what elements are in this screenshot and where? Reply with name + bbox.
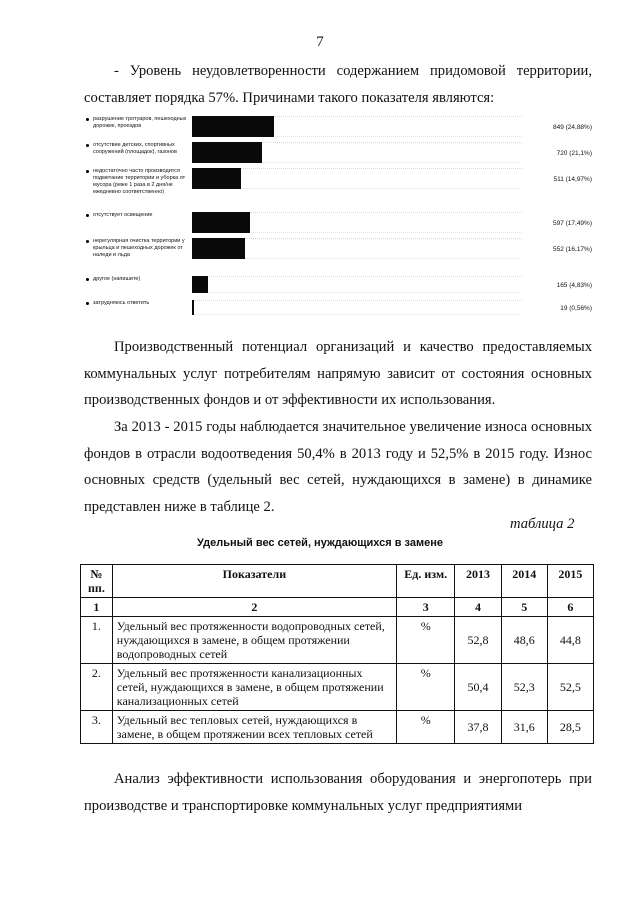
row-value-2015: 28,5 [547,711,593,744]
row-indicator: Удельный вес протяженности водопроводных сетей, нуждающихся в замене, в общем протяжении водопроводных сетей [112,617,396,664]
row-number: 2. [81,664,113,711]
bar-value-label: 552 (16,17%) [552,246,592,253]
reasons-bar-chart [86,114,598,326]
column-number: 4 [455,598,501,617]
category-label: разрушение тротуаров, пешеходных дорожек, проездов [93,116,187,129]
header-indicator: Показатели [112,565,396,598]
row-indicator: Удельный вес тепловых сетей, нуждающихся в замене, в общем протяжении всех тепловых сетей [112,711,396,744]
row-value-2015: 52,5 [547,664,593,711]
networks-replacement-table [80,564,594,744]
chart-bar [192,168,241,189]
chart-bar [192,300,194,315]
bullet-icon [86,144,89,147]
table-column-numbers-row [81,598,594,617]
row-number: 1. [81,617,113,664]
table-row [81,617,594,664]
bullet-icon [86,240,89,243]
chart-bar [192,276,208,293]
paragraph-equipment-analysis: Анализ эффективности использования оборудования и энергопотерь при производстве и транспортировке коммунальных услуг предприятиями [84,771,592,814]
bar-value-label: 720 (21,1%) [556,150,592,157]
header-no: № пп. [81,565,113,598]
row-unit: % [396,664,454,711]
bar-track [192,168,522,189]
page-number: 7 [316,34,324,50]
category-label: нерегулярная очистка территории у крыльца и пешеходных дорожек от наледи и льда [93,238,185,258]
header-2015: 2015 [547,565,593,598]
table-row [81,711,594,744]
column-number: 1 [81,598,113,617]
row-value-2014: 48,6 [501,617,547,664]
paragraph-wear-statistics: За 2013 - 2015 годы наблюдается значительное увеличение износа основных фондов в отрасли водоотведения 50,4% в 2013 году и 52,5% в 2015 году. Износ основных средств (удельный вес сетей, нуждающихся в замене) в динамике представлен ниже в таблице 2. [84,419,592,515]
bar-track [192,276,522,293]
category-label: другое (напишите) [93,276,141,282]
bar-value-label: 849 (24,88%) [552,124,592,131]
column-number: 5 [501,598,547,617]
category-label: отсутствие детских, спортивных сооружений (площадок), газонов [93,142,177,155]
bar-value-label: 511 (14,97%) [553,176,592,183]
header-unit: Ед. изм. [396,565,454,598]
paragraph-production-potential: Производственный потенциал организаций и качество предоставляемых коммунальных услуг потребителям напрямую зависит от состояния основных производственных фондов и от эффективности их использования. [84,339,592,408]
row-unit: % [396,617,454,664]
row-number: 3. [81,711,113,744]
chart-bar [192,116,274,137]
row-value-2013: 50,4 [455,664,501,711]
column-number: 6 [547,598,593,617]
row-indicator: Удельный вес протяженности канализационных сетей, нуждающихся в замене, в общем протяжении канализационных сетей [112,664,396,711]
bullet-icon [86,170,89,173]
category-label: затрудняюсь ответить [93,300,150,306]
bullet-icon [86,118,89,121]
table-title: Удельный вес сетей, нуждающихся в замене [196,537,444,549]
column-number: 2 [112,598,396,617]
row-value-2014: 31,6 [501,711,547,744]
row-value-2015: 44,8 [547,617,593,664]
row-unit: % [396,711,454,744]
bar-value-label: 597 (17,49%) [552,220,592,227]
chart-bar [192,142,262,163]
row-value-2014: 52,3 [501,664,547,711]
bullet-icon [86,278,89,281]
paragraph-dissatisfaction: - Уровень неудовлетворенности содержанием придомовой территории, составляет порядка 57%. Причинами такого показателя являются: [84,63,592,106]
header-2014: 2014 [501,565,547,598]
column-number: 3 [396,598,454,617]
bullet-icon [86,214,89,217]
chart-bar [192,212,250,233]
table-header-row [81,565,594,598]
bar-track [192,300,522,315]
category-label: отсутствует освещение [93,212,153,218]
table-caption: таблица 2 [510,516,575,532]
bar-value-label: 165 (4,83%) [556,282,592,289]
row-value-2013: 37,8 [455,711,501,744]
bullet-icon [86,302,89,305]
chart-bar [192,238,245,259]
bar-value-label: 19 (0,56%) [560,305,592,312]
header-2013: 2013 [455,565,501,598]
category-label: недостаточно часто производится подметание территории и уборка от мусора (реже 1 раза в 2 дня/не ежедневно соответственно) [93,168,186,195]
table-row [81,664,594,711]
row-value-2013: 52,8 [455,617,501,664]
